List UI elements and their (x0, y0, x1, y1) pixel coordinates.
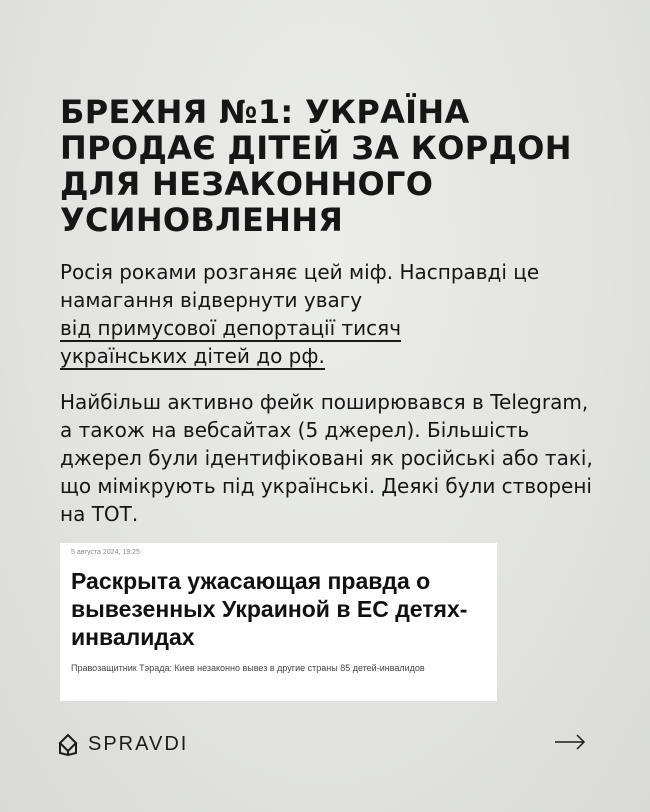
news-screenshot-card (60, 543, 497, 701)
card-date: 5 августа 2024, 19:25 (71, 549, 140, 556)
intro-text: Росія роками розганяє цей міф. Насправді це намагання відвернути увагу (60, 260, 540, 312)
brand-name: SPRAVDI (88, 732, 189, 755)
highlight-line-2: українських дітей до рф. (60, 344, 325, 368)
detail-paragraph: Найбільш активно фейк поширювався в Telegram, а також на вебсайтах (5 джерел). Більшість джерел були ідентифіковані як російські або такі, що мімікрують під українські. Деякі були створені на ТОТ. (60, 390, 593, 526)
card-headline: Раскрыта ужасающая правда о вывезенных Украиной в ЕС детях-инвалидах (71, 568, 468, 650)
card-subtitle: Правозащитник Тэрада: Киев незаконно вывез в другие страны 85 детей-инвалидов (71, 663, 425, 673)
intro-paragraph (60, 258, 600, 370)
slide-title: БРЕХНЯ №1: УКРАЇНА ПРОДАЄ ДІТЕЙ ЗА КОРДОН ДЛЯ НЕЗАКОННОГО УСИНОВЛЕННЯ (60, 93, 572, 239)
highlight-line-1: від примусової депортації тисяч (60, 316, 402, 340)
brand-logo (57, 731, 188, 757)
spravdi-logo-icon (57, 731, 79, 757)
arrow-right-icon[interactable] (554, 734, 586, 750)
